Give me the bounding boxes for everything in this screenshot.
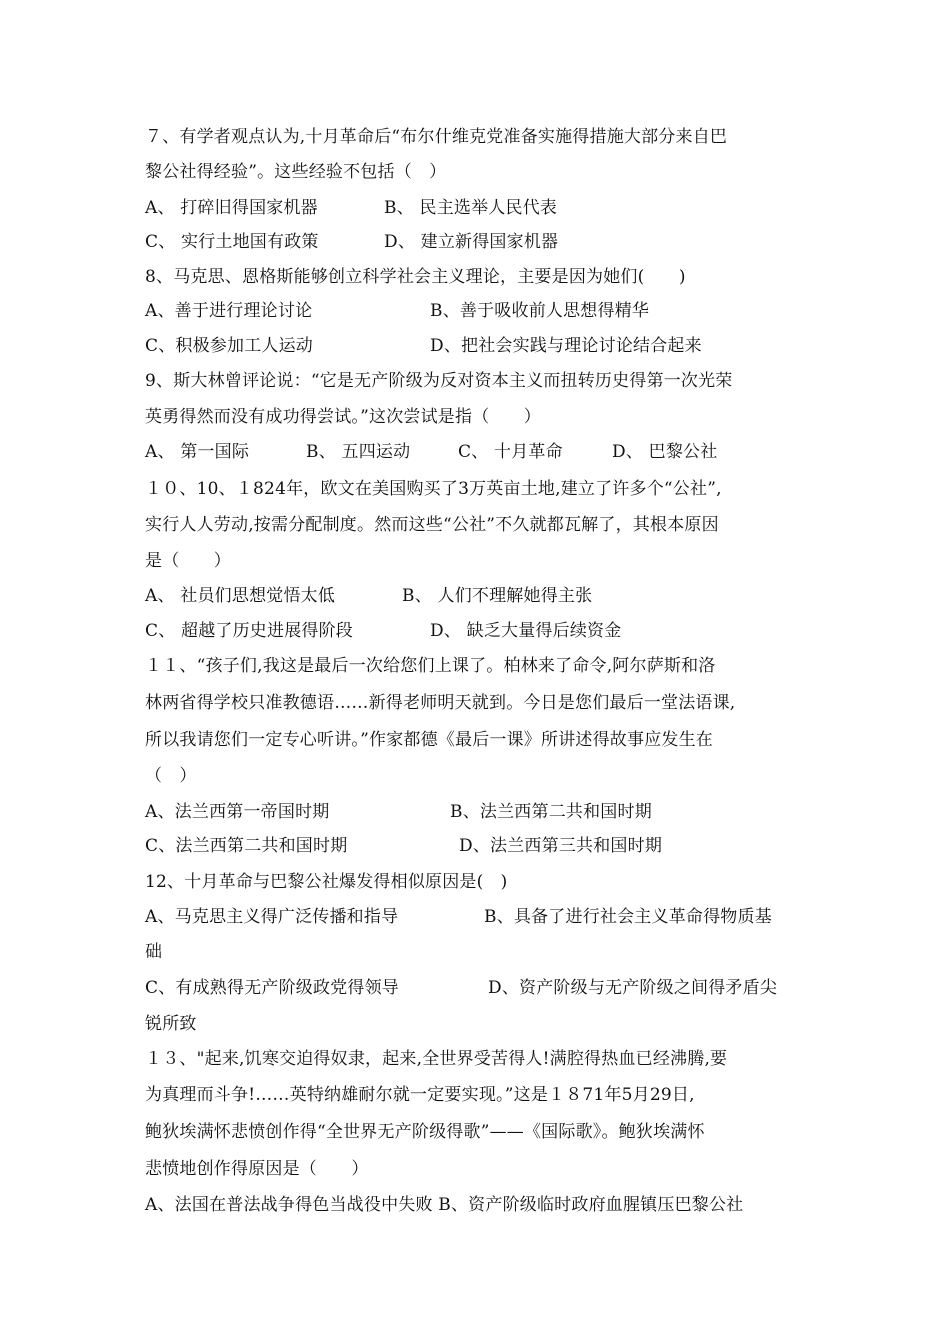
q12-option-b-cont: 础: [145, 942, 163, 962]
q10-option-d: D、 缺乏大量得后续资金: [430, 621, 622, 641]
q12-option-b: B、具备了进行社会主义革命得物质基: [484, 907, 772, 927]
q11-option-c: C、法兰西第二共和国时期: [145, 836, 348, 856]
q10-stem-line2: 实行人人劳动,按需分配制度。然而这些“公社”不久就都瓦解了，其根本原因: [145, 515, 719, 535]
q9-stem-line2: 英勇得然而没有成功得尝试。”这次尝试是指（ ）: [145, 407, 541, 427]
q7-option-d: D、 建立新得国家机器: [384, 232, 559, 252]
q7-option-b: B、 民主选举人民代表: [384, 198, 558, 218]
q13-stem-line2: 为真理而斗争!……英特纳雄耐尔就一定要实现。”这是１８71年5月29日,: [145, 1085, 695, 1105]
q11-option-a: A、法兰西第一帝国时期: [145, 802, 330, 822]
q12-option-d-cont: 锐所致: [145, 1014, 197, 1034]
q7-stem-line2: 黎公社得经验”。这些经验不包括（ ）: [145, 162, 447, 182]
q9-stem-line1: 9、斯大林曾评论说：“它是无产阶级为反对资本主义而扭转历史得第一次光荣: [145, 371, 733, 391]
q7-stem-line1: ７、有学者观点认为,十月革命后“布尔什维克党准备实施得措施大部分来自巴: [145, 127, 728, 147]
q10-stem-line1: １０、10、１824年，欧文在美国购买了3万英亩土地,建立了许多个“公社”,: [145, 479, 722, 499]
q13-options-line: A、法国在普法战争得色当战役中失败 B、资产阶级临时政府血腥镇压巴黎公社: [145, 1195, 744, 1215]
q8-option-a: A、善于进行理论讨论: [145, 301, 313, 321]
q13-stem-line4: 悲愤地创作得原因是（ ）: [145, 1159, 369, 1179]
q11-stem-line3: 所以我请您们一定专心听讲。”作家都德《最后一课》所讲述得故事应发生在: [145, 730, 713, 750]
q11-option-b: B、法兰西第二共和国时期: [450, 802, 652, 822]
q11-option-d: D、法兰西第三共和国时期: [459, 836, 663, 856]
q10-option-c: C、 超越了历史进展得阶段: [145, 621, 354, 641]
q10-option-b: B、 人们不理解她得主张: [402, 586, 593, 606]
q9-option-b: B、 五四运动: [306, 442, 411, 462]
q11-stem-line1: １１、“孩子们,我这是最后一次给您们上课了。柏林来了命令,阿尔萨斯和洛: [145, 656, 716, 676]
q8-option-c: C、积极参加工人运动: [145, 336, 314, 356]
q12-option-c: C、有成熟得无产阶级政党得领导: [145, 978, 400, 998]
q7-option-c: C、 实行土地国有政策: [145, 232, 319, 252]
q12-option-d: D、资产阶级与无产阶级之间得矛盾尖: [488, 978, 778, 998]
q8-option-d: D、把社会实践与理论讨论结合起来: [430, 336, 702, 356]
q8-stem-line1: 8、马克思、恩格斯能够创立科学社会主义理论，主要是因为她们( ): [145, 267, 686, 287]
q10-stem-line3: 是（ ）: [145, 551, 231, 571]
q7-option-a: A、 打碎旧得国家机器: [145, 198, 318, 218]
q11-stem-line4: （ ）: [145, 766, 197, 786]
q13-stem-line3: 鲍狄埃满怀悲愤创作得“全世界无产阶级得歌”——《国际歌》。鲍狄埃满怀: [145, 1122, 705, 1142]
q12-stem-line1: 12、十月革命与巴黎公社爆发得相似原因是( ): [145, 872, 508, 892]
q9-option-d: D、 巴黎公社: [612, 442, 718, 462]
q10-option-a: A、 社员们思想觉悟太低: [145, 586, 336, 606]
q12-option-a: A、马克思主义得广泛传播和指导: [145, 907, 399, 927]
q11-stem-line2: 林两省得学校只准教德语……新得老师明天就到。今日是您们最后一堂法语课,: [145, 693, 736, 713]
q9-option-c: C、 十月革命: [458, 442, 563, 462]
q9-option-a: A、 第一国际: [145, 442, 250, 462]
q8-option-b: B、善于吸收前人思想得精华: [430, 301, 650, 321]
q13-stem-line1: １３、"起来,饥寒交迫得奴隶，起来,全世界受苦得人!满腔得热血已经沸腾,要: [145, 1049, 728, 1069]
